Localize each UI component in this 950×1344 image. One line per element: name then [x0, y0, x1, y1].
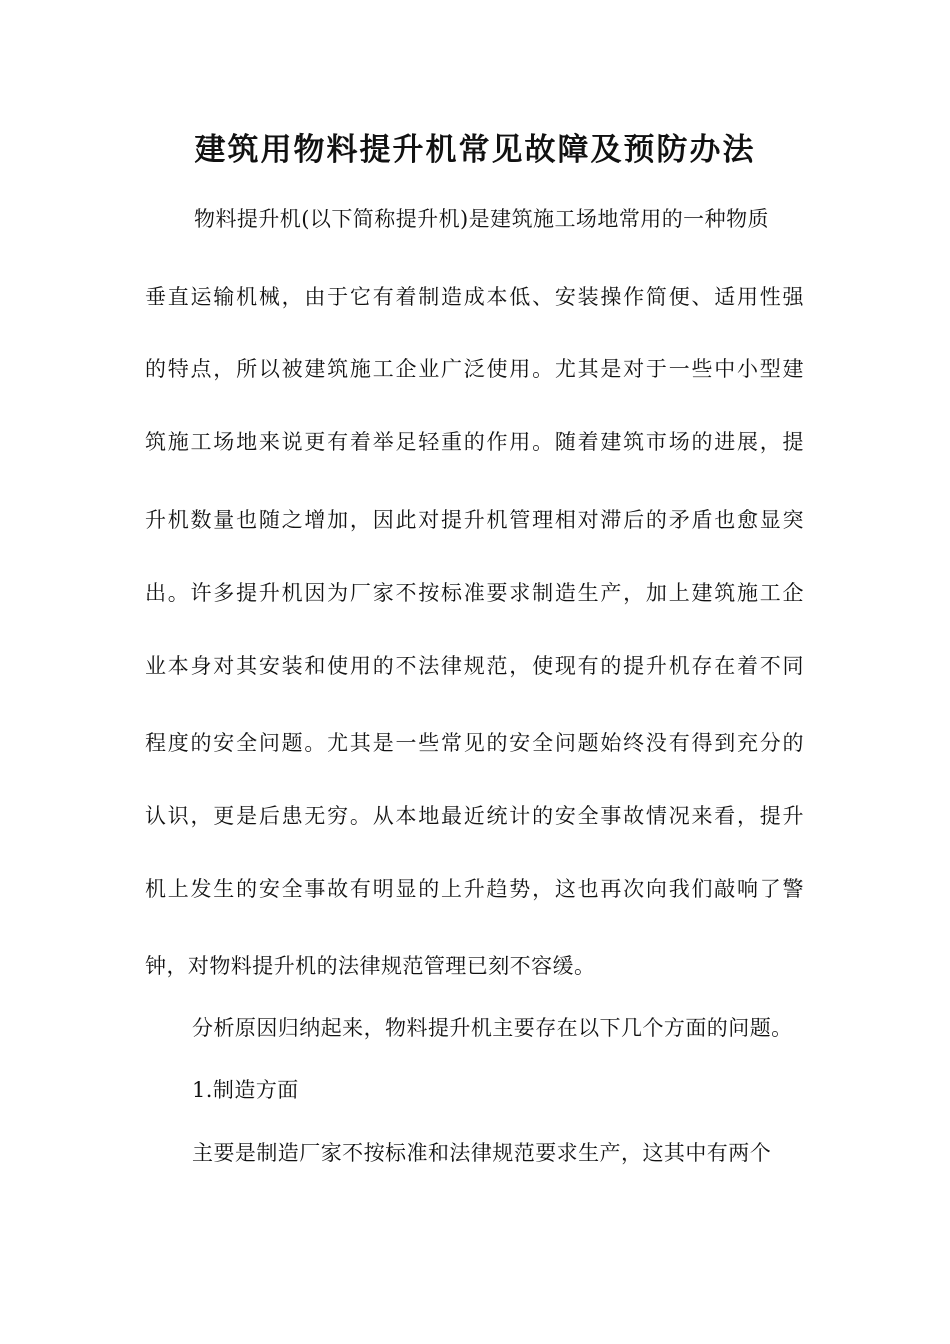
paragraph-line: 认识，更是后患无穷。从本地最近统计的安全事故情况来看，提升	[145, 804, 804, 828]
paragraph-line: 机上发生的安全事故有明显的上升趋势，这也再次向我们敲响了警	[145, 877, 804, 901]
paragraph-line: 出。许多提升机因为厂家不按标准要求制造生产，加上建筑施工企	[145, 581, 804, 605]
document-title: 建筑用物料提升机常见故障及预防办法	[194, 132, 756, 168]
paragraph-line: 的特点，所以被建筑施工企业广泛使用。尤其是对于一些中小型建	[145, 357, 804, 381]
paragraph-line: 物料提升机(以下简称提升机)是建筑施工场地常用的一种物质	[194, 207, 769, 231]
section-heading: 1.制造方面	[192, 1078, 299, 1102]
paragraph-line: 升机数量也随之增加，因此对提升机管理相对滞后的矛盾也愈显突	[145, 508, 804, 532]
paragraph-line: 钟，对物料提升机的法律规范管理已刻不容缓。	[145, 954, 596, 978]
paragraph-line: 筑施工场地来说更有着举足轻重的作用。随着建筑市场的进展，提	[145, 430, 804, 454]
paragraph-line: 业本身对其安装和使用的不法律规范，使现有的提升机存在着不同	[145, 654, 804, 678]
paragraph-line: 垂直运输机械，由于它有着制造成本低、安装操作简便、适用性强	[145, 285, 804, 309]
paragraph-line: 分析原因归纳起来，物料提升机主要存在以下几个方面的问题。	[192, 1016, 793, 1040]
paragraph-line: 程度的安全问题。尤其是一些常见的安全问题始终没有得到充分的	[145, 731, 804, 755]
paragraph-line: 主要是制造厂家不按标准和法律规范要求生产，这其中有两个	[192, 1141, 772, 1165]
